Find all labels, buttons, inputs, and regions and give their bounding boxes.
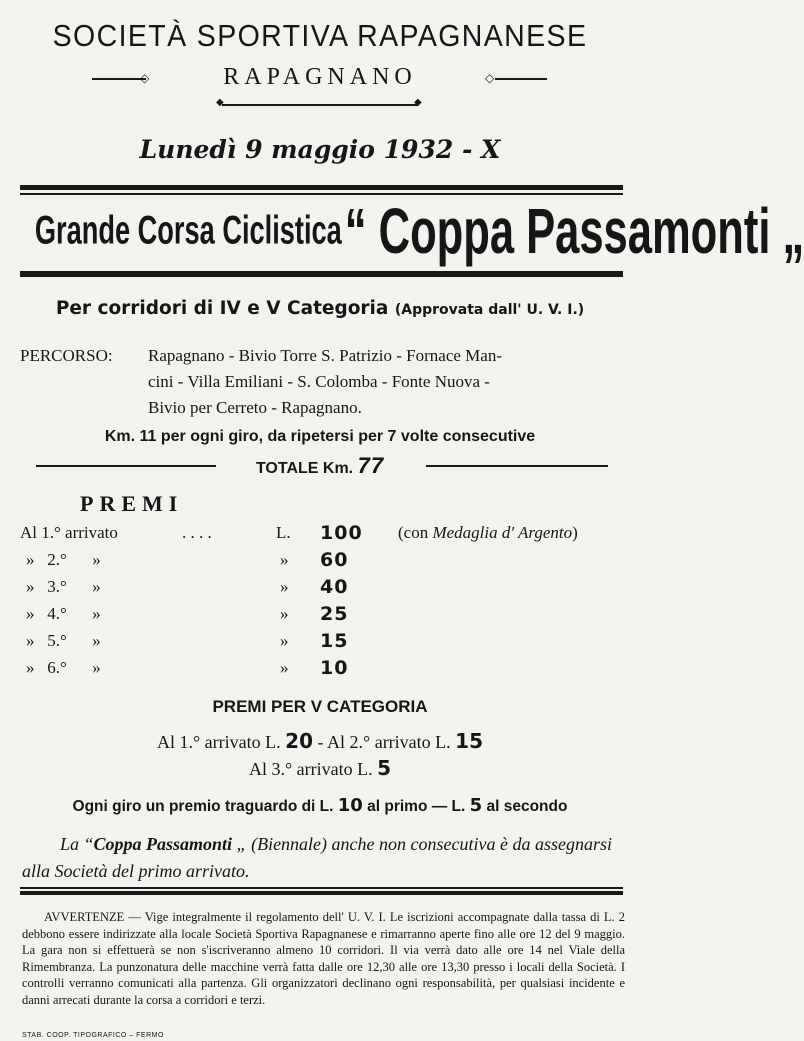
prize-note-suffix: ) bbox=[572, 523, 578, 542]
prize-row bbox=[26, 577, 626, 597]
route-line-1: Rapagnano - Bivio Torre S. Patrizio - Fornace Man- bbox=[148, 346, 502, 365]
warning-text: AVVERTENZE — Vige integralmente il regolamento dell' U. V. I. Le iscrizioni accompagnate dalla tassa di L. 2 debbono essere indirizzate alla locale Società Sportiva Rapagnanese e rimarranno aperte fino alle ore 12 del 9 maggio. La gara non si effettuerà se non s'iscriveranno almeno 10 corridori. Il via verrà dato alle ore 14 nel Viale della Rimembranza. La punzonatura delle macchine verrà fatta dalle ore 12,30 alle ore 13,30 presso i locali della Società. I controlli verranno comunicati alla partenza. Gli organizzatori declinano ogni responsabilità, per qualsiasi incidente e danni arrecati durante la corsa a corridori e terzi. bbox=[22, 910, 625, 1007]
prize-currency: L. bbox=[276, 523, 291, 542]
prize-dots: » bbox=[280, 631, 289, 650]
prize-dots: » bbox=[280, 604, 289, 623]
prize-place: Al 1.° arrivato bbox=[20, 523, 118, 542]
lap-prize-b: al primo — L. bbox=[367, 798, 466, 815]
prize-row bbox=[26, 604, 626, 624]
lap-prize-c: al secondo bbox=[486, 798, 568, 815]
route-line-2: cini - Villa Emiliani - S. Colomba - Fonte Nuova - bbox=[148, 372, 490, 391]
prize-row bbox=[20, 523, 630, 543]
prize-place: » 2.° » bbox=[26, 550, 101, 569]
prize-row bbox=[26, 550, 626, 570]
prize-row bbox=[26, 631, 626, 651]
ornament-rule-center bbox=[222, 104, 418, 106]
total-label: TOTALE Km. bbox=[255, 460, 354, 477]
race-prefix: Grande Corsa Ciclistica bbox=[34, 208, 342, 253]
prize-dots: » bbox=[280, 550, 289, 569]
category-v-title: PREMI PER V CATEGORIA bbox=[212, 697, 428, 716]
category-v-third: Al 3.° arrivato L. bbox=[248, 759, 373, 779]
lap-prize-amount-1: 10 bbox=[337, 795, 363, 816]
prize-amount: 10 bbox=[320, 657, 349, 679]
total-value: 77 bbox=[357, 453, 385, 478]
town-name: RAPAGNANO bbox=[223, 64, 417, 90]
ornament-diamond-left: ◆ bbox=[216, 97, 224, 108]
prize-dots: » bbox=[280, 658, 289, 677]
prize-dots: » bbox=[280, 577, 289, 596]
approval-text: (Approvata dall' U. V. I.) bbox=[394, 302, 585, 318]
ornament-diamond-right: ◆ bbox=[414, 97, 422, 108]
race-name: “ Coppa Passamonti „ bbox=[344, 195, 804, 267]
category-v-first: Al 1.° arrivato L. bbox=[156, 732, 281, 752]
category-v-line-2 bbox=[0, 756, 640, 780]
prize-amount: 100 bbox=[320, 522, 363, 544]
ornament-dot-left: ◇ bbox=[140, 71, 150, 85]
prize-note-italic: Medaglia d' Argento bbox=[432, 523, 573, 542]
coppa-note-rest: „ (Biennale) anche non consecutiva è da assegnarsi alla Società del primo arrivato. bbox=[22, 834, 612, 881]
race-title bbox=[20, 188, 804, 274]
category-text: Per corridori di IV e V Categoria bbox=[55, 298, 389, 319]
ornament-rule-right bbox=[495, 78, 547, 80]
coppa-note-lead: La “ bbox=[60, 834, 94, 854]
prize-dots: . . . . bbox=[182, 523, 212, 542]
category-v-line-1 bbox=[0, 729, 640, 753]
category-v-second: - Al 2.° arrivato L. bbox=[317, 732, 451, 752]
lap-prize-a: Ogni giro un premio traguardo di L. bbox=[72, 798, 334, 815]
prize-row bbox=[26, 658, 626, 678]
ornament-dot-right: ◇ bbox=[485, 71, 495, 85]
route-label: PERCORSO: bbox=[20, 346, 113, 365]
prize-note-prefix: (con bbox=[398, 523, 433, 542]
prize-place: » 5.° » bbox=[26, 631, 101, 650]
prize-note bbox=[398, 523, 578, 543]
title-rule-bottom-thick bbox=[20, 271, 623, 277]
lap-prize-amount-2: 5 bbox=[469, 795, 483, 816]
route-line-3: Bivio per Cerreto - Rapagnano. bbox=[148, 398, 362, 417]
prize-amount: 40 bbox=[320, 576, 349, 598]
prize-amount: 15 bbox=[320, 630, 349, 652]
category-v-third-amount: 5 bbox=[377, 756, 392, 780]
total-rule-right bbox=[426, 465, 608, 467]
warning-rule-thick bbox=[20, 891, 623, 895]
prize-place: » 3.° » bbox=[26, 577, 101, 596]
category-v-first-amount: 20 bbox=[285, 729, 313, 753]
category-v-second-amount: 15 bbox=[455, 729, 484, 753]
prize-amount: 60 bbox=[320, 549, 349, 571]
category-line bbox=[0, 298, 640, 319]
prize-place: » 6.° » bbox=[26, 658, 101, 677]
warning-rule-thin bbox=[20, 887, 623, 889]
society-name: SOCIETÀ SPORTIVA RAPAGNANESE bbox=[52, 18, 588, 53]
printer-imprint: STAB. COOP. TIPOGRAFICO – FERMO bbox=[22, 1032, 164, 1039]
prizes-title: PREMI bbox=[80, 491, 184, 516]
coppa-note bbox=[22, 831, 627, 885]
laps-text: Km. 11 per ogni giro, da ripetersi per 7 volte consecutive bbox=[104, 428, 536, 445]
prize-amount: 25 bbox=[320, 603, 349, 625]
race-title-inner bbox=[34, 194, 804, 268]
lap-prize-line bbox=[0, 795, 640, 816]
coppa-note-bold: Coppa Passamonti bbox=[93, 834, 233, 854]
event-date: Lunedì 9 maggio 1932 - X bbox=[139, 135, 501, 164]
prize-place: » 4.° » bbox=[26, 604, 101, 623]
